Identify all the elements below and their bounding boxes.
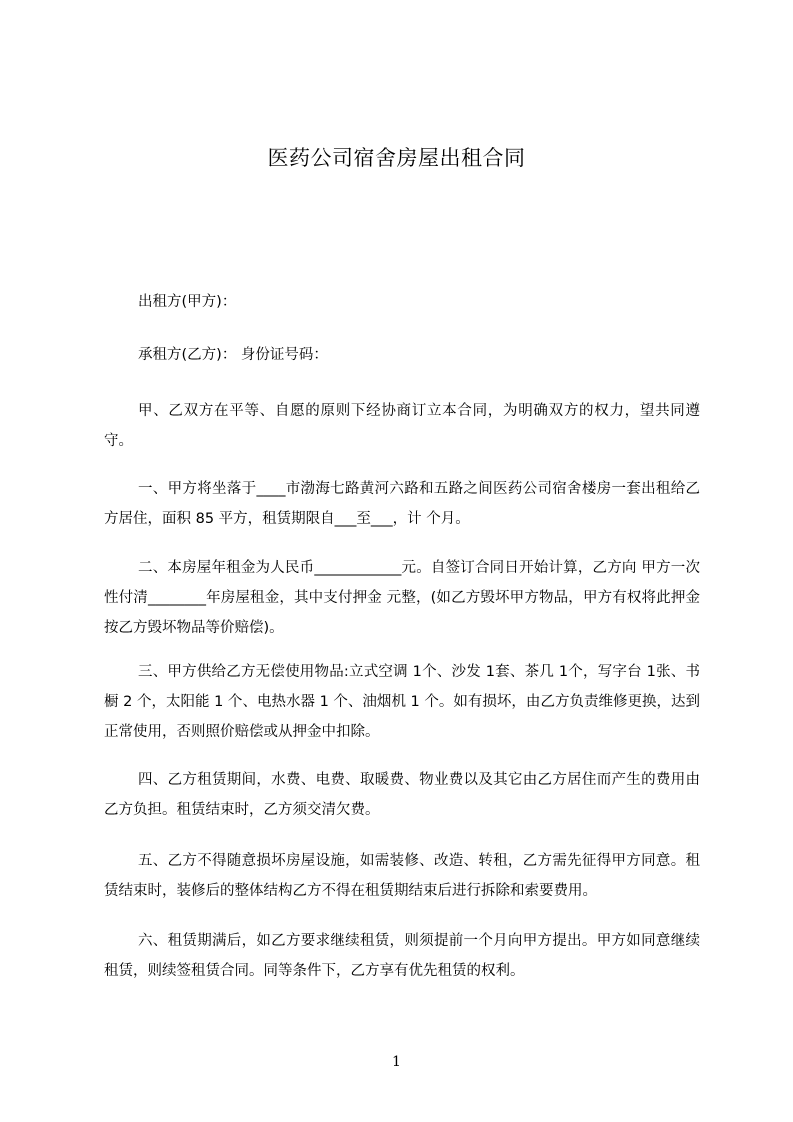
clause-1: 一、甲方将坐落于____市渤海七路黄河六路和五路之间医药公司宿舍楼房一套出租给乙方居住，面积 85 平方，租赁期限自___至___，计 个月。	[104, 481, 700, 527]
page-number: 1	[392, 1054, 401, 1070]
clause-5: 五、乙方不得随意损坏房屋设施，如需装修、改造、转租，乙方需先征得甲方同意。租赁结束时，装修后的整体结构乙方不得在租赁期结束后进行拆除和索要费用。	[104, 853, 700, 899]
lessee-line: 承租方(乙方)： 身份证号码：	[138, 347, 328, 363]
clause-3: 三、甲方供给乙方无偿使用物品:立式空调 1个、沙发 1套、茶几 1个，写字台 1张、书橱 2 个，太阳能 1 个、电热水器 1 个、油烟机 1 个。如有损坏，由乙方负责维修更换，达到正常使用，否则照价赔偿或从押金中扣除。	[104, 664, 700, 740]
lessor-line: 出租方(甲方)：	[138, 294, 237, 310]
clause-6: 六、租赁期满后，如乙方要求继续租赁，则须提前一个月向甲方提出。甲方如同意继续租赁，则续签租赁合同。同等条件下，乙方享有优先租赁的权利。	[104, 933, 700, 979]
clause-2: 二、本房屋年租金为人民币____________元。自签订合同日开始计算，乙方向 甲方一次性付清________年房屋租金，其中支付押金 元整，(如乙方毁坏甲方物品，甲方有权将此押金按乙方毁坏物品等价赔偿)。	[104, 560, 700, 636]
clause-4: 四、乙方租赁期间，水费、电费、取暖费、物业费以及其它由乙方居住而产生的费用由乙方负担。租赁结束时，乙方须交清欠费。	[104, 772, 700, 818]
intro-paragraph: 甲、乙双方在平等、自愿的原则下经协商订立本合同，为明确双方的权力，望共同遵守。	[104, 403, 700, 449]
document-title: 医药公司宿舍房屋出租合同	[267, 146, 526, 170]
